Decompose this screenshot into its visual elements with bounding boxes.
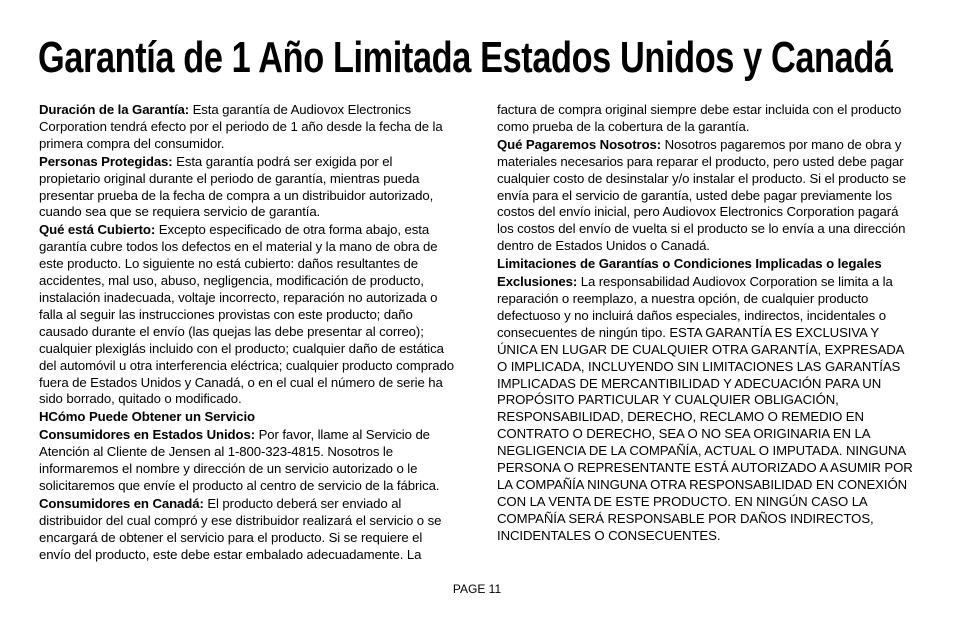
paragraph-text: Nosotros pagaremos por mano de obra y materiales necesarios para reparar el producto, pero usted debe pagar cualquier costo de desinstalar y/o instalar el producto. Si el producto se envía para el servicio de garantía, usted debe pagar previamente los costos del envío inicial, pero Audiovox Electronics Corporation pagará los costos del envío de vuelta si el producto se lo envía a una dirección dentro de Estados Unidos o Canadá. bbox=[497, 136, 906, 254]
right-column bbox=[497, 102, 915, 546]
receipt-continuation-paragraph bbox=[497, 102, 915, 136]
left-column bbox=[39, 102, 457, 564]
paragraph-heading: Qué Pagaremos Nosotros: bbox=[497, 136, 662, 152]
paragraph-heading: Qué está Cubierto: bbox=[39, 222, 156, 238]
obtain-service-heading bbox=[39, 409, 457, 426]
exclusions-paragraph bbox=[497, 274, 915, 545]
paragraph-heading: Consumidores en Canadá: bbox=[39, 495, 204, 511]
page-title: Garantía de 1 Año Limitada Estados Unidos y Canadá bbox=[38, 33, 893, 82]
us-consumers-paragraph bbox=[39, 427, 457, 495]
canada-consumers-paragraph bbox=[39, 496, 457, 564]
paragraph-text: Esta garantía podrá ser exigida por el propietario original durante el periodo de garantía, mientras pueda presentar prueba de la fecha de compra a un distribuidor autorizado, cuando sea que se requiera servicio de garantía. bbox=[39, 153, 434, 220]
paragraph-text: Por favor, llame al Servicio de Atención al Cliente de Jensen al 1-800-323-4815. Nosotros le informaremos el nombre y dirección de un servicio autorizado o le solicitaremos que envíe el producto al centro de servicio de la fábrica. bbox=[39, 427, 440, 493]
protected-persons-paragraph bbox=[39, 154, 457, 222]
section-heading: HCómo Puede Obtener un Servicio bbox=[39, 409, 256, 425]
paragraph-text: Excepto especificado de otra forma abajo, esta garantía cubre todos los defectos en el material y la mano de obra de este producto. Lo siguiente no está cubierto: daños resultantes de accidentes, mal uso, abuso, negligencia, modificación de producto, instalación inadecuada, voltaje incorrecto, reparación no autorizada o falla al seguir las instrucciones provistas con este producto; daño causado durante el envío (las quejas las debe presentar al correo); cualquier plexiglás incluido con el producto; cualquier daño de estática del automóvil u otra interferencia eléctrica; cualquier producto comprado fuera de Estados Unidos y Canadá, o en el cual el número de serie ha sido borrado, quitado o modificado. bbox=[39, 222, 454, 407]
limitations-heading bbox=[497, 256, 915, 273]
section-heading: Limitaciones de Garantías o Condiciones Implicadas o legales bbox=[497, 256, 882, 272]
paragraph-heading: Personas Protegidas: bbox=[39, 153, 173, 169]
warranty-duration-paragraph bbox=[39, 102, 457, 153]
page-number: PAGE 11 bbox=[452, 582, 502, 596]
paragraph-heading: Duración de la Garantía: bbox=[39, 102, 190, 117]
paragraph-text: factura de compra original siempre debe estar incluida con el producto como prueba de la cobertura de la garantía. bbox=[497, 102, 902, 134]
what-we-pay-paragraph bbox=[497, 137, 915, 255]
paragraph-text: La responsabilidad Audiovox Corporation se limita a la reparación o reemplazo, a nuestra opción, de cualquier producto defectuoso y no incluirá daños especiales, indirectos, incidentales o consecuentes de ningún tipo. ESTA GARANTÍA ES EXCLUSIVA Y ÚNICA EN LUGAR DE CUALQUIER OTRA GARANTÍA, EXPRESADA O IMPLICADA, INCLUYENDO SIN LIMITACIONES LAS GARANTÍAS IMPLICADAS DE MERCANTIBILIDAD Y ADECUACIÓN PARA UN PROPÓSITO PARTICULAR Y CUALQUIER OBLIGACIÓN, RESPONSABILIDAD, DERECHO, RECLAMO O REMEDIO EN CONTRATO O DERECHO, SEA O NO SEA ORIGINARIA EN LA NEGLIGENCIA DE LA COMPAÑÍA, ACTUAL O IMPUTADA. NINGUNA PERSONA O REPRESENTANTE ESTÁ AUTORIZADO A ASUMIR POR LA COMPAÑÍA NINGUNA OTRA RESPONSABILIDAD EN CONEXIÓN CON LA VENTA DE ESTE PRODUCTO. EN NINGÚN CASO LA COMPAÑÍA SERÁ RESPONSABLE POR DAÑOS INDIRECTOS, INCIDENTALES O CONSECUENTES. bbox=[497, 274, 913, 543]
paragraph-heading: Consumidores en Estados Unidos: bbox=[39, 427, 255, 443]
paragraph-text: Esta garantía de Audiovox Electronics Corporation tendrá efecto por el periodo de 1 año desde la fecha de la primera compra del consumidor. bbox=[39, 102, 443, 151]
coverage-paragraph bbox=[39, 222, 457, 408]
paragraph-heading: Exclusiones: bbox=[497, 274, 578, 290]
paragraph-text: El producto deberá ser enviado al distribuidor del cual compró y ese distribuidor realizará el servicio o se encargará de obtener el servicio para el producto. Si se requiere el envío del producto, este debe estar embalado adecuadamente. La bbox=[39, 495, 442, 562]
